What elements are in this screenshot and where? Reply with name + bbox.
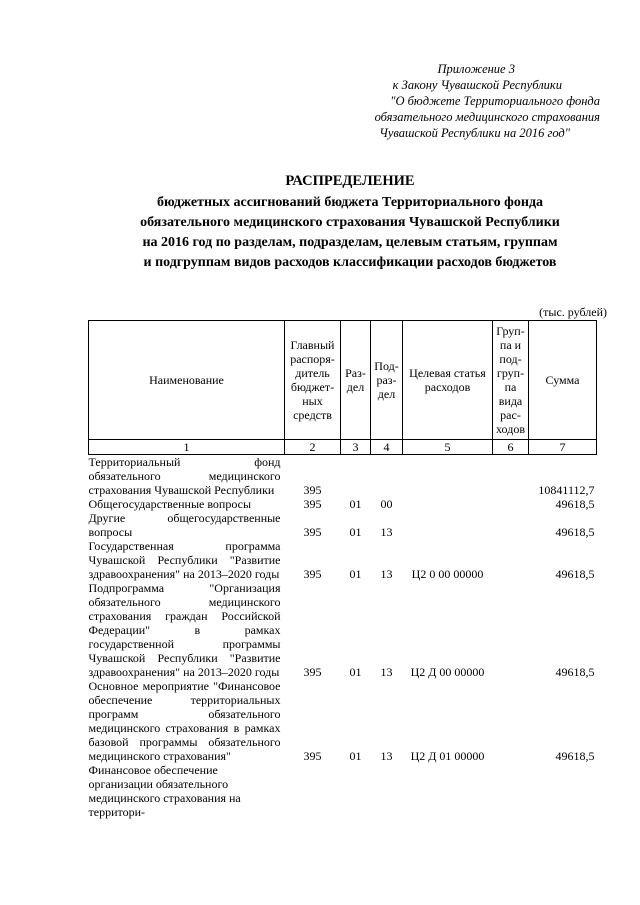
row-name: Государственная программа Чувашской Республики "Развитие здравоохранения" на 2013–2020 годы xyxy=(88,539,281,581)
header-target: Целевая статья расходов xyxy=(403,321,493,440)
header-section: Раз-дел xyxy=(341,321,371,440)
title-main: РАСПРЕДЕЛЕНИЕ xyxy=(285,173,415,189)
column-number: 3 xyxy=(341,440,371,455)
title-line-4: и подгруппам видов расходов классификации расходов бюджетов xyxy=(143,255,557,270)
row-section xyxy=(341,455,371,498)
row-target xyxy=(403,497,493,511)
header-subsection: Под-раз-дел xyxy=(371,321,403,440)
appendix-block xyxy=(300,61,600,141)
row-target: Ц2 Д 01 00000 xyxy=(410,749,485,763)
row-subsection: 13 xyxy=(380,567,393,581)
table-row xyxy=(89,679,597,763)
row-sum: 49618,5 xyxy=(555,525,595,539)
table-row xyxy=(89,581,597,679)
row-sum: 49618,5 xyxy=(555,497,595,511)
title-line-3: на 2016 год по разделам, подразделам, целевым статьям, группам xyxy=(142,235,558,250)
appendix-law-title-3: Чувашской Республики на 2016 год" xyxy=(379,126,570,140)
table-row xyxy=(89,763,597,819)
row-target: Ц2 0 00 00000 xyxy=(411,567,484,581)
row-subsection: 00 xyxy=(380,497,393,511)
units-label: (тыс. рублей) xyxy=(539,305,607,319)
row-target xyxy=(403,763,493,819)
row-section: 01 xyxy=(349,749,362,763)
title-line-1: бюджетных ассигнований бюджета Территориального фонда xyxy=(156,195,544,210)
row-manager: 395 xyxy=(303,525,322,539)
table-row xyxy=(89,497,597,511)
appendix-number: Приложение 3 xyxy=(437,62,515,76)
header-sum: Сумма xyxy=(529,321,597,440)
row-group xyxy=(493,679,529,763)
column-number: 2 xyxy=(285,440,341,455)
appendix-law-title-1: "О бюджете Территориального фонда xyxy=(390,94,600,108)
header-manager: Главный распоря-дитель бюджет-ных средств xyxy=(285,321,341,440)
row-group xyxy=(493,497,529,511)
row-group xyxy=(493,581,529,679)
document-title xyxy=(90,171,610,273)
column-number: 4 xyxy=(371,440,403,455)
row-sum: 49618,5 xyxy=(555,749,595,763)
row-target: Ц2 Д 00 00000 xyxy=(410,665,485,679)
column-number: 5 xyxy=(403,440,493,455)
row-target xyxy=(403,511,493,539)
row-section: 01 xyxy=(349,497,362,511)
row-name: Финансовое обеспечение организации обязательного медицинского страхования на территори- xyxy=(88,763,241,819)
row-name: Подпрограмма "Организация обязательного медицинского страхования граждан Российской Федерации" в рамках государственной программы Чувашской Республики "Развитие здравоохранения" на 2013–2020 годы xyxy=(88,581,281,679)
row-sum: 49618,5 xyxy=(555,567,595,581)
table-body xyxy=(89,455,597,820)
row-section: 01 xyxy=(349,665,362,679)
row-sum: 10841112,7 xyxy=(538,483,595,497)
column-number: 7 xyxy=(529,440,597,455)
row-manager: 395 xyxy=(303,567,322,581)
row-group xyxy=(493,763,529,819)
title-line-2: обязательного медицинского страхования Чувашской Республики xyxy=(140,215,560,230)
row-subsection: 13 xyxy=(380,749,393,763)
row-manager: 395 xyxy=(303,749,322,763)
appropriations-table xyxy=(88,320,597,819)
row-target xyxy=(403,455,493,498)
row-subsection: 13 xyxy=(380,665,393,679)
row-sum: 49618,5 xyxy=(555,665,595,679)
header-group: Груп-па и под-груп-па вида рас-ходов xyxy=(493,321,529,440)
row-group xyxy=(493,455,529,498)
row-group xyxy=(493,539,529,581)
row-group xyxy=(493,511,529,539)
table-header xyxy=(89,321,597,455)
row-name: Другие общегосударственные вопросы xyxy=(88,511,281,539)
row-manager: 395 xyxy=(303,497,322,511)
row-name: Территориальный фонд обязательного медицинского страхования Чувашской Республики xyxy=(88,455,281,497)
row-manager: 395 xyxy=(303,665,322,679)
row-subsection xyxy=(371,455,403,498)
column-number: 1 xyxy=(89,440,285,455)
row-section: 01 xyxy=(349,567,362,581)
row-subsection xyxy=(371,763,403,819)
row-section: 01 xyxy=(349,525,362,539)
row-sum xyxy=(529,763,597,819)
table-row xyxy=(89,511,597,539)
row-name: Основное мероприятие "Финансовое обеспечение территориальных программ обязательного медицинского страхования в рамках базовой программы обязательного медицинского страхования" xyxy=(88,679,281,763)
table-row xyxy=(89,455,597,498)
row-subsection: 13 xyxy=(380,525,393,539)
appendix-law: к Закону Чувашской Республики xyxy=(392,78,562,92)
row-section xyxy=(341,763,371,819)
table-row xyxy=(89,539,597,581)
row-manager: 395 xyxy=(303,483,322,497)
row-name: Общегосударственные вопросы xyxy=(88,497,252,511)
column-number: 6 xyxy=(493,440,529,455)
appendix-law-title-2: обязательного медицинского страхования xyxy=(374,110,600,124)
row-manager xyxy=(285,763,341,819)
header-name: Наименование xyxy=(89,321,285,440)
